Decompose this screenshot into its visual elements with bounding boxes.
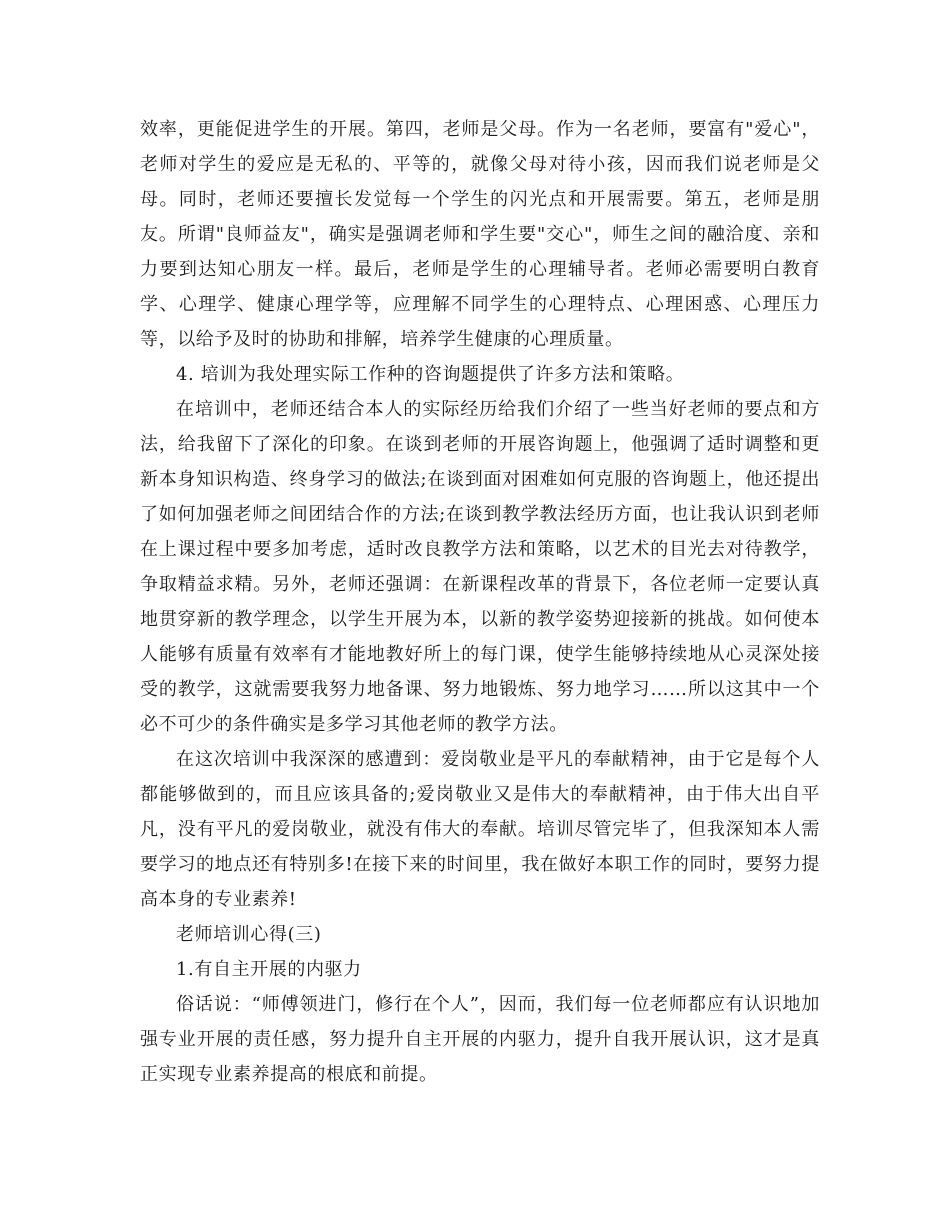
paragraph-training-methods: 在培训中，老师还结合本人的实际经历给我们介绍了一些当好老师的要点和方法，给我留下了深化的印象。在谈到老师的开展咨询题上，他强调了适时调整和更新本身知识构造、终身学习的做法;在谈到面对困难如何克服的咨询题上，他还提出了如何加强老师之间团结合作的方法;在谈到教学教法经历方面，也让我认识到老师在上课过程中要多加考虑，适时改良教学方法和策略，以艺术的目光去对待教学，争取精益求精。另外，老师还强调：在新课程改革的背景下，各位老师一定要认真地贯穿新的教学理念，以学生开展为本，以新的教学姿势迎接新的挑战。如何使本人能够有质量有效率有才能地教好所上的每门课，使学生能够持续地从心灵深处接受的教学，这就需要我努力地备课、努力地锻炼、努力地学习……所以这其中一个必不可少的条件确实是多学习其他老师的教学方法。 [140, 399, 820, 735]
subheading-point-1: 1.有自主开展的内驱力 [176, 959, 362, 980]
paragraph-dedication: 在这次培训中我深深的感遭到：爱岗敬业是平凡的奉献精神，由于它是每个人都能够做到的，而且应该具备的;爱岗敬业又是伟大的奉献精神，由于伟大出自平凡，没有平凡的爱岗敬业，就没有伟大的奉献。培训尽管完毕了，但我深知本人需要学习的地点还有特别多!在接下来的时间里，我在做好本职工作的同时，要努力提高本身的专业素养! [140, 749, 820, 910]
paragraph-point-4: 4. 培训为我处理实际工作种的咨询题提供了许多方法和策略。 [176, 364, 685, 385]
document-body [140, 112, 820, 1092]
section-heading-three: 老师培训心得(三) [176, 924, 322, 945]
paragraph-self-development: 俗话说：“师傅领进门，修行在个人”，因而，我们每一位老师都应有认识地加强专业开展的责任感，努力提升自主开展的内驱力，提升自我开展认识，这才是真正实现专业素养提高的根底和前提。 [140, 994, 820, 1085]
paragraph-continuation: 效率，更能促进学生的开展。第四，老师是父母。作为一名老师，要富有"爱心"，老师对学生的爱应是无私的、平等的，就像父母对待小孩，因而我们说老师是父母。同时，老师还要擅长发觉每一个学生的闪光点和开展需要。第五，老师是朋友。所谓"良师益友"，确实是强调老师和学生要"交心"，师生之间的融洽度、亲和力要到达知心朋友一样。最后，老师是学生的心理辅导者。老师必需要明白教育学、心理学、健康心理学等，应理解不同学生的心理特点、心理困惑、心理压力等，以给予及时的协助和排解，培养学生健康的心理质量。 [140, 119, 820, 350]
